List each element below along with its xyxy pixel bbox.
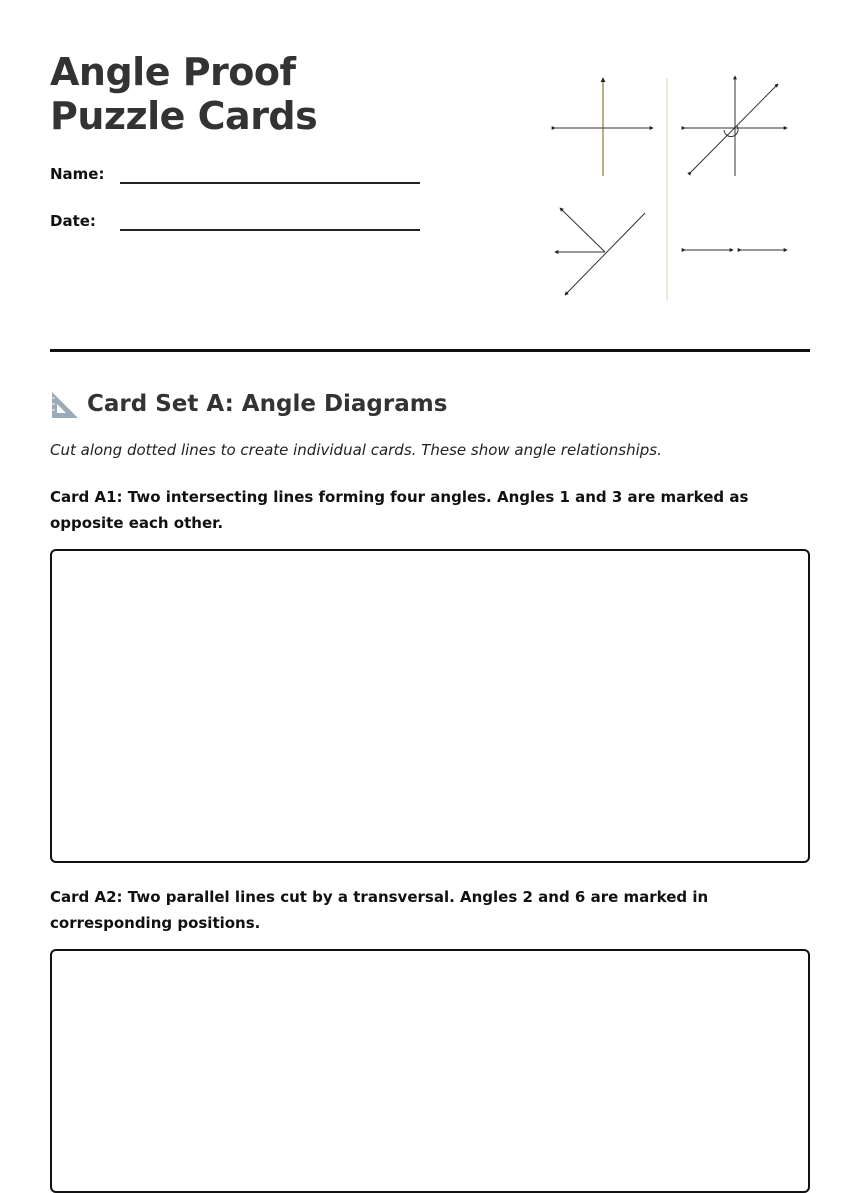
- angle-diagrams-illustration: [545, 68, 795, 303]
- cut-instruction: Cut along dotted lines to create individual cards. These show angle relationships.: [50, 441, 662, 459]
- date-label: Date:: [50, 212, 96, 230]
- name-field-row: [50, 165, 430, 189]
- card-a2-description: Card A2: Two parallel lines cut by a transversal. Angles 2 and 6 are marked in corresponding positions.: [50, 888, 709, 932]
- intersecting-lines-diagram: [685, 76, 787, 176]
- card-a1-description: Card A1: Two intersecting lines forming four angles. Angles 1 and 3 are marked as opposite each other.: [50, 488, 749, 532]
- worksheet-header: [50, 50, 430, 230]
- date-blank-line[interactable]: [120, 229, 420, 231]
- card-a1-box[interactable]: [50, 549, 810, 863]
- name-label: Name:: [50, 165, 105, 183]
- triangle-ruler-icon: [50, 390, 80, 420]
- page-title: Angle Proof Puzzle Cards: [50, 50, 318, 138]
- date-field-row: [50, 212, 430, 236]
- card-a2-box[interactable]: [50, 949, 810, 1193]
- perpendicular-lines-diagram: [555, 78, 653, 176]
- name-blank-line[interactable]: [120, 182, 420, 184]
- adjacent-angles-diagram: [555, 208, 645, 295]
- section-divider: [50, 349, 810, 352]
- section-title: Card Set A: Angle Diagrams: [87, 391, 448, 417]
